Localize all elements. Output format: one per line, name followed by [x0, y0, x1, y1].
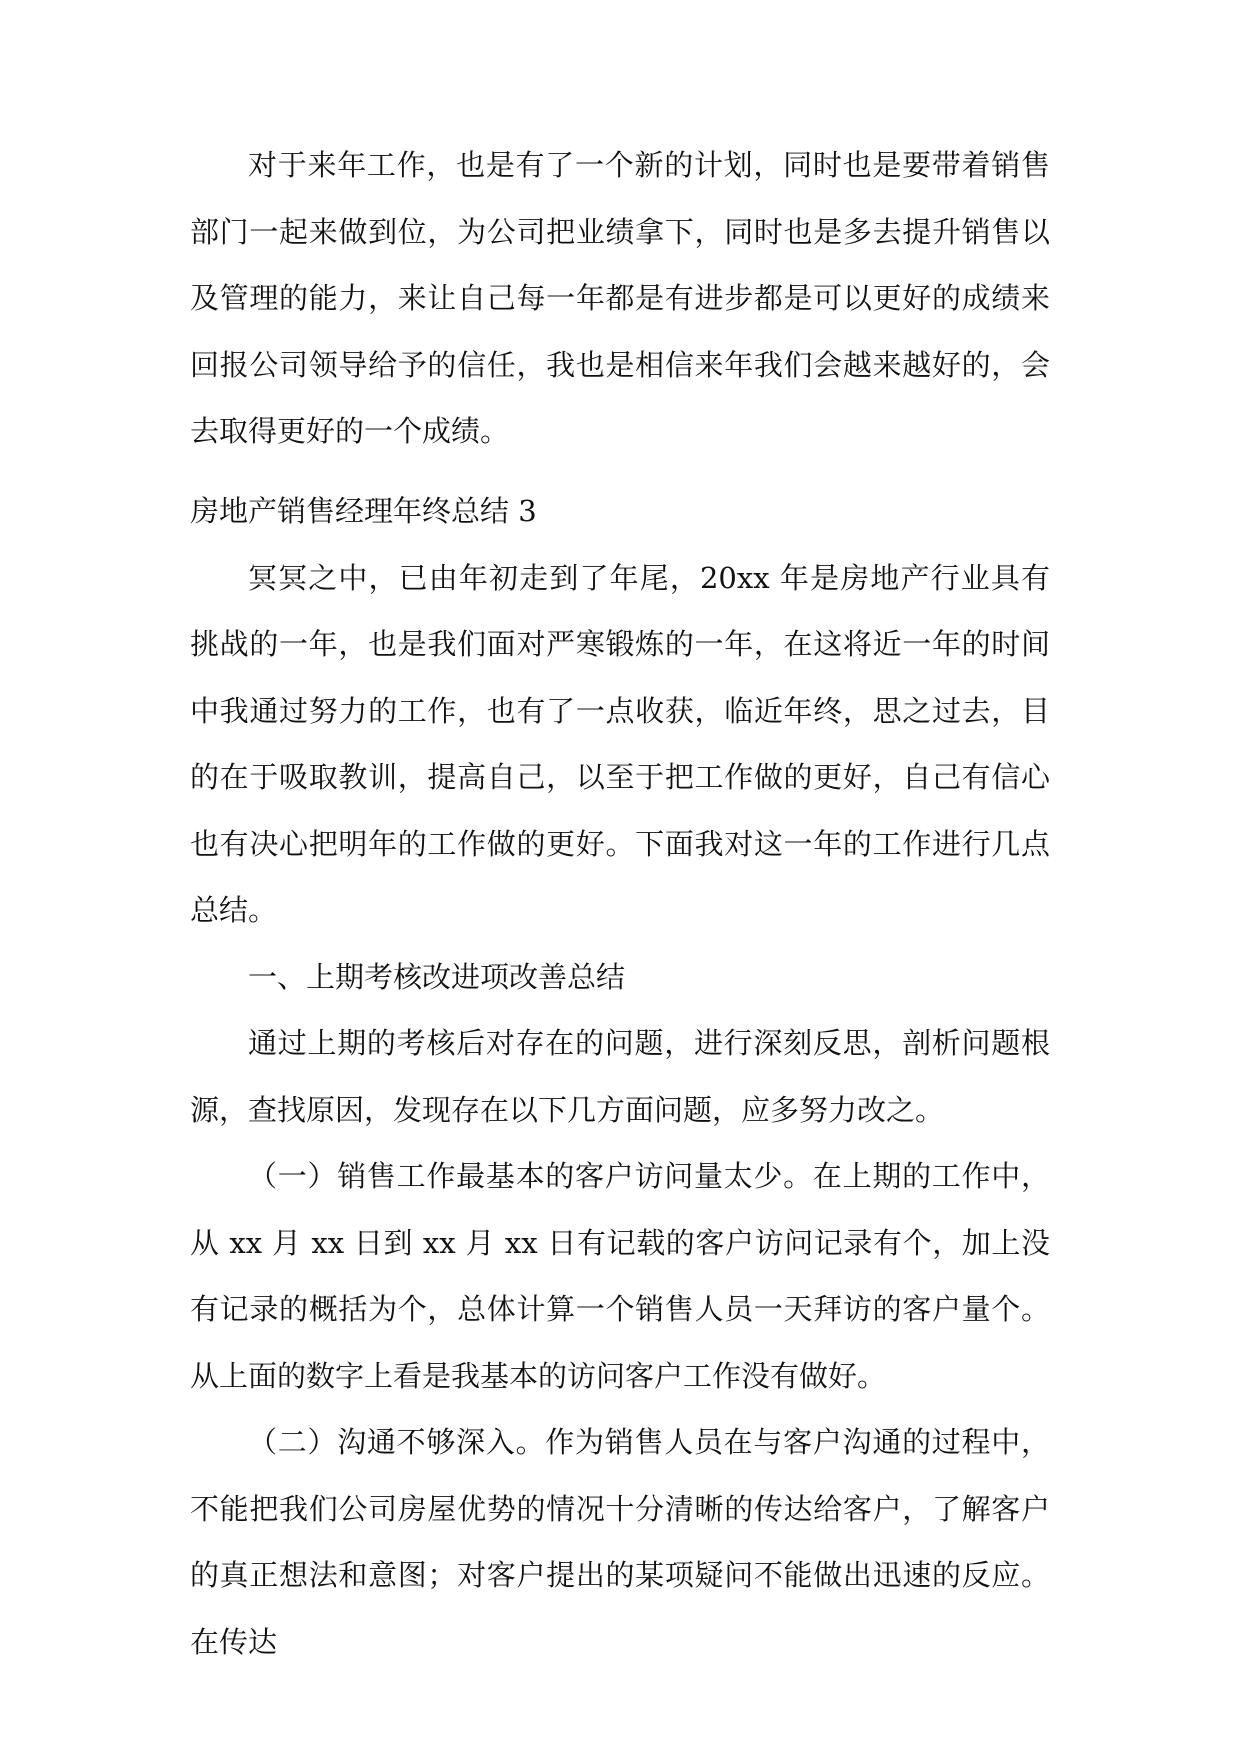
paragraph-issue-1: （一）销售工作最基本的客户访问量太少。在上期的工作中，从 xx 月 xx 日到 xx 月 xx 日有记载的客户访问记录有个，加上没有记录的概括为个，总体计算一个销售人员一天拜访的客户量个。从上面的数字上看是我基本的访问客户工作没有做好。: [190, 1159, 1050, 1393]
summary-section: [190, 478, 1050, 1675]
opening-section: [190, 132, 1050, 465]
paragraph-intro: 冥冥之中，已由年初走到了年尾，20xx 年是房地产行业具有挑战的一年，也是我们面对严寒锻炼的一年，在这将近一年的时间中我通过努力的工作，也有了一点收获，临近年终，思之过去，目的在于吸取教训，提高自己，以至于把工作做的更好，自己有信心也有决心把明年的工作做的更好。下面我对这一年的工作进行几点总结。: [190, 560, 1050, 927]
paragraph-issue-2: （二）沟通不够深入。作为销售人员在与客户沟通的过程中，不能把我们公司房屋优势的情况十分清晰的传达给客户，了解客户的真正想法和意图；对客户提出的某项疑问不能做出迅速的反应。在传达: [190, 1425, 1050, 1659]
section-title: 房地产销售经理年终总结 3: [190, 494, 537, 528]
paragraph-plan: 对于来年工作，也是有了一个新的计划，同时也是要带着销售部门一起来做到位，为公司把业绩拿下，同时也是多去提升销售以及管理的能力，来让自己每一年都是有进步都是可以更好的成绩来回报公司领导给予的信任，我也是相信来年我们会越来越好的，会去取得更好的一个成绩。: [190, 148, 1050, 448]
paragraph-reflection: 通过上期的考核后对存在的问题，进行深刻反思，剖析问题根源，查找原因，发现存在以下几方面问题，应多努力改之。: [190, 1026, 1050, 1127]
heading-review: 一、上期考核改进项改善总结: [248, 959, 626, 994]
